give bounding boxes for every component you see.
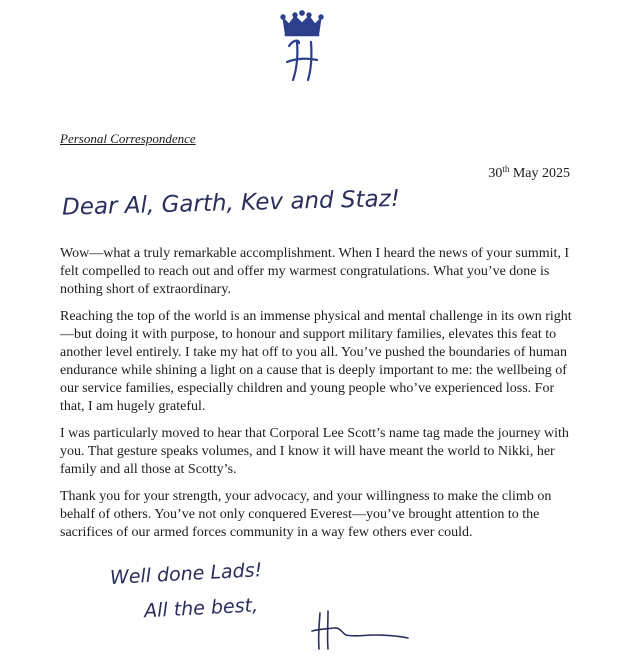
letter-heading: Personal Correspondence — [60, 131, 196, 146]
letter-date — [488, 164, 570, 182]
date-rest: May 2025 — [509, 166, 570, 181]
date-suffix: th — [502, 164, 510, 174]
royal-crown-monogram-icon — [271, 10, 333, 90]
date-day: 30 — [488, 166, 503, 181]
handwritten-signature — [306, 605, 416, 655]
paragraph-2: Reaching the top of the world is an immense physical and mental challenge in its own right—but doing it with purpose, to honour and support military families, elevates this feat to another level entirely. I take my hat off to you all. You’ve pushed the boundaries of human endurance while shining a light on a cause that is deeply important to me: the wellbeing of our service families, especially children and young people who’ve experienced loss. For that, I am hugely grateful. — [60, 309, 572, 414]
handwritten-greeting — [60, 182, 420, 222]
closing-line-1: Well done Lads! — [109, 559, 263, 590]
greeting-text: Dear Al, Garth, Kev and Staz! — [61, 185, 401, 221]
handwritten-closing — [106, 555, 336, 630]
paragraph-3: I was particularly moved to hear that Corporal Lee Scott’s name tag made the journey with you. That gesture speaks volumes, and I know it will have meant the world to Nikki, her family and all those at Scotty’s. — [60, 426, 569, 477]
paragraph-4: Thank you for your strength, your advocacy, and your willingness to make the climb on behalf of others. You’ve not only conquered Everest—you’ve brought attention to the sacrifices of our armed forces community in a way few others ever could. — [60, 489, 552, 540]
closing-line-2: All the best, — [143, 594, 259, 623]
paragraph-1: Wow—what a truly remarkable accomplishment. When I heard the news of your summit, I felt compelled to reach out and offer my warmest congratulations. What you’ve done is nothing short of extraordinary. — [60, 246, 570, 297]
